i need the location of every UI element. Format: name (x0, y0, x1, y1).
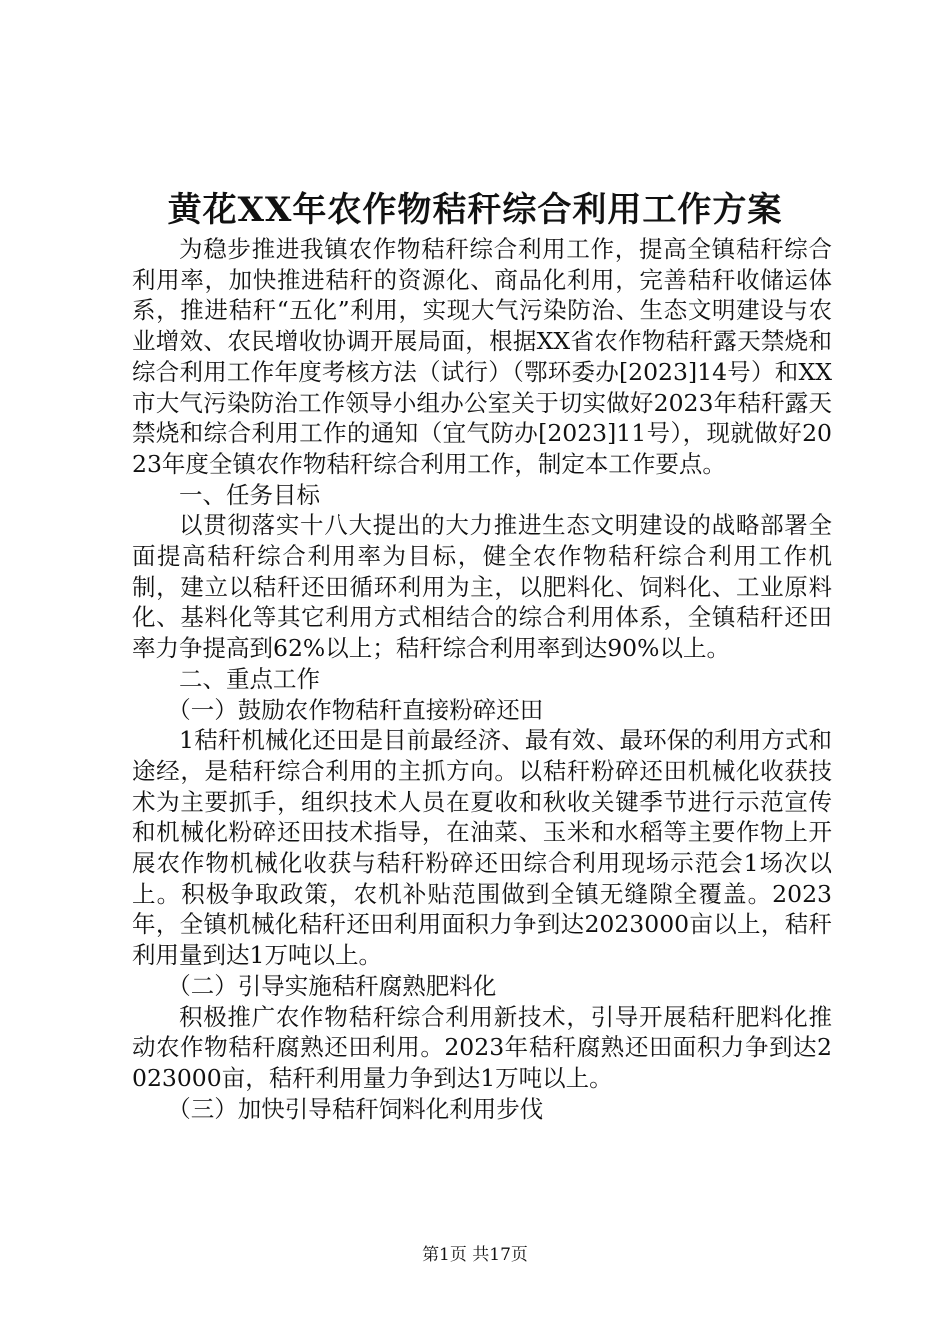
document-body (132, 234, 832, 1124)
section-heading-task-goals: 一、任务目标 (179, 480, 320, 509)
subsection-heading-2: （二）引导实施秸秆腐熟肥料化 (167, 971, 497, 1000)
page-number-footer: 第1页 共17页 (422, 1245, 528, 1265)
section-heading-key-work: 二、重点工作 (179, 664, 320, 693)
subsection-1-paragraph: 1秸秆机械化还田是目前最经济、最有效、最环保的利用方式和途经，是秸秆综合利用的主抓方向。以秸秆粉碎还田机械化收获技术为主要抓手，组织技术人员在夏收和秋收关键季节进行示范宣传和机械化粉碎还田技术指导，在油菜、玉米和水稻等主要作物上开展农作物机械化收获与秸秆粉碎还田综合利用现场示范会1场次以上。积极争取政策，农机补贴范围做到全镇无缝隙全覆盖。2023年，全镇机械化秸秆还田利用面积力争到达2023000亩以上，秸秆利用量到达1万吨以上。 (132, 726, 832, 970)
task-goals-paragraph: 以贯彻落实十八大提出的大力推进生态文明建设的战略部署全面提高秸秆综合利用率为目标，健全农作物秸秆综合利用工作机制，建立以秸秆还田循环利用为主，以肥料化、饲料化、工业原料化、基料化等其它利用方式相结合的综合利用体系，全镇秸秆还田率力争提高到62%以上；秸秆综合利用率到达90%以上。 (132, 511, 832, 663)
subsection-heading-3: （三）加快引导秸秆饲料化利用步伐 (167, 1094, 544, 1123)
document-title: 黄花XX年农作物秸秆综合利用工作方案 (167, 190, 783, 230)
intro-paragraph: 为稳步推进我镇农作物秸秆综合利用工作，提高全镇秸秆综合利用率，加快推进秸秆的资源化、商品化利用，完善秸秆收储运体系，推进秸秆“五化”利用，实现大气污染防治、生态文明建设与农业增效、农民增收协调开展局面，根据XX省农作物秸秆露天禁烧和综合利用工作年度考核方法（试行）（鄂环委办[2023]14号）和XX市大气污染防治工作领导小组办公室关于切实做好2023年秸秆露天禁烧和综合利用工作的通知（宜气防办[2023]11号），现就做好2023年度全镇农作物秸秆综合利用工作，制定本工作要点。 (132, 235, 832, 478)
subsection-2-paragraph: 积极推广农作物秸秆综合利用新技术，引导开展秸秆肥料化推动农作物秸秆腐熟还田利用。2023年秸秆腐熟还田面积力争到达2023000亩，秸秆利用量力争到达1万吨以上。 (132, 1002, 832, 1092)
subsection-heading-1: （一）鼓励农作物秸秆直接粉碎还田 (167, 695, 544, 724)
